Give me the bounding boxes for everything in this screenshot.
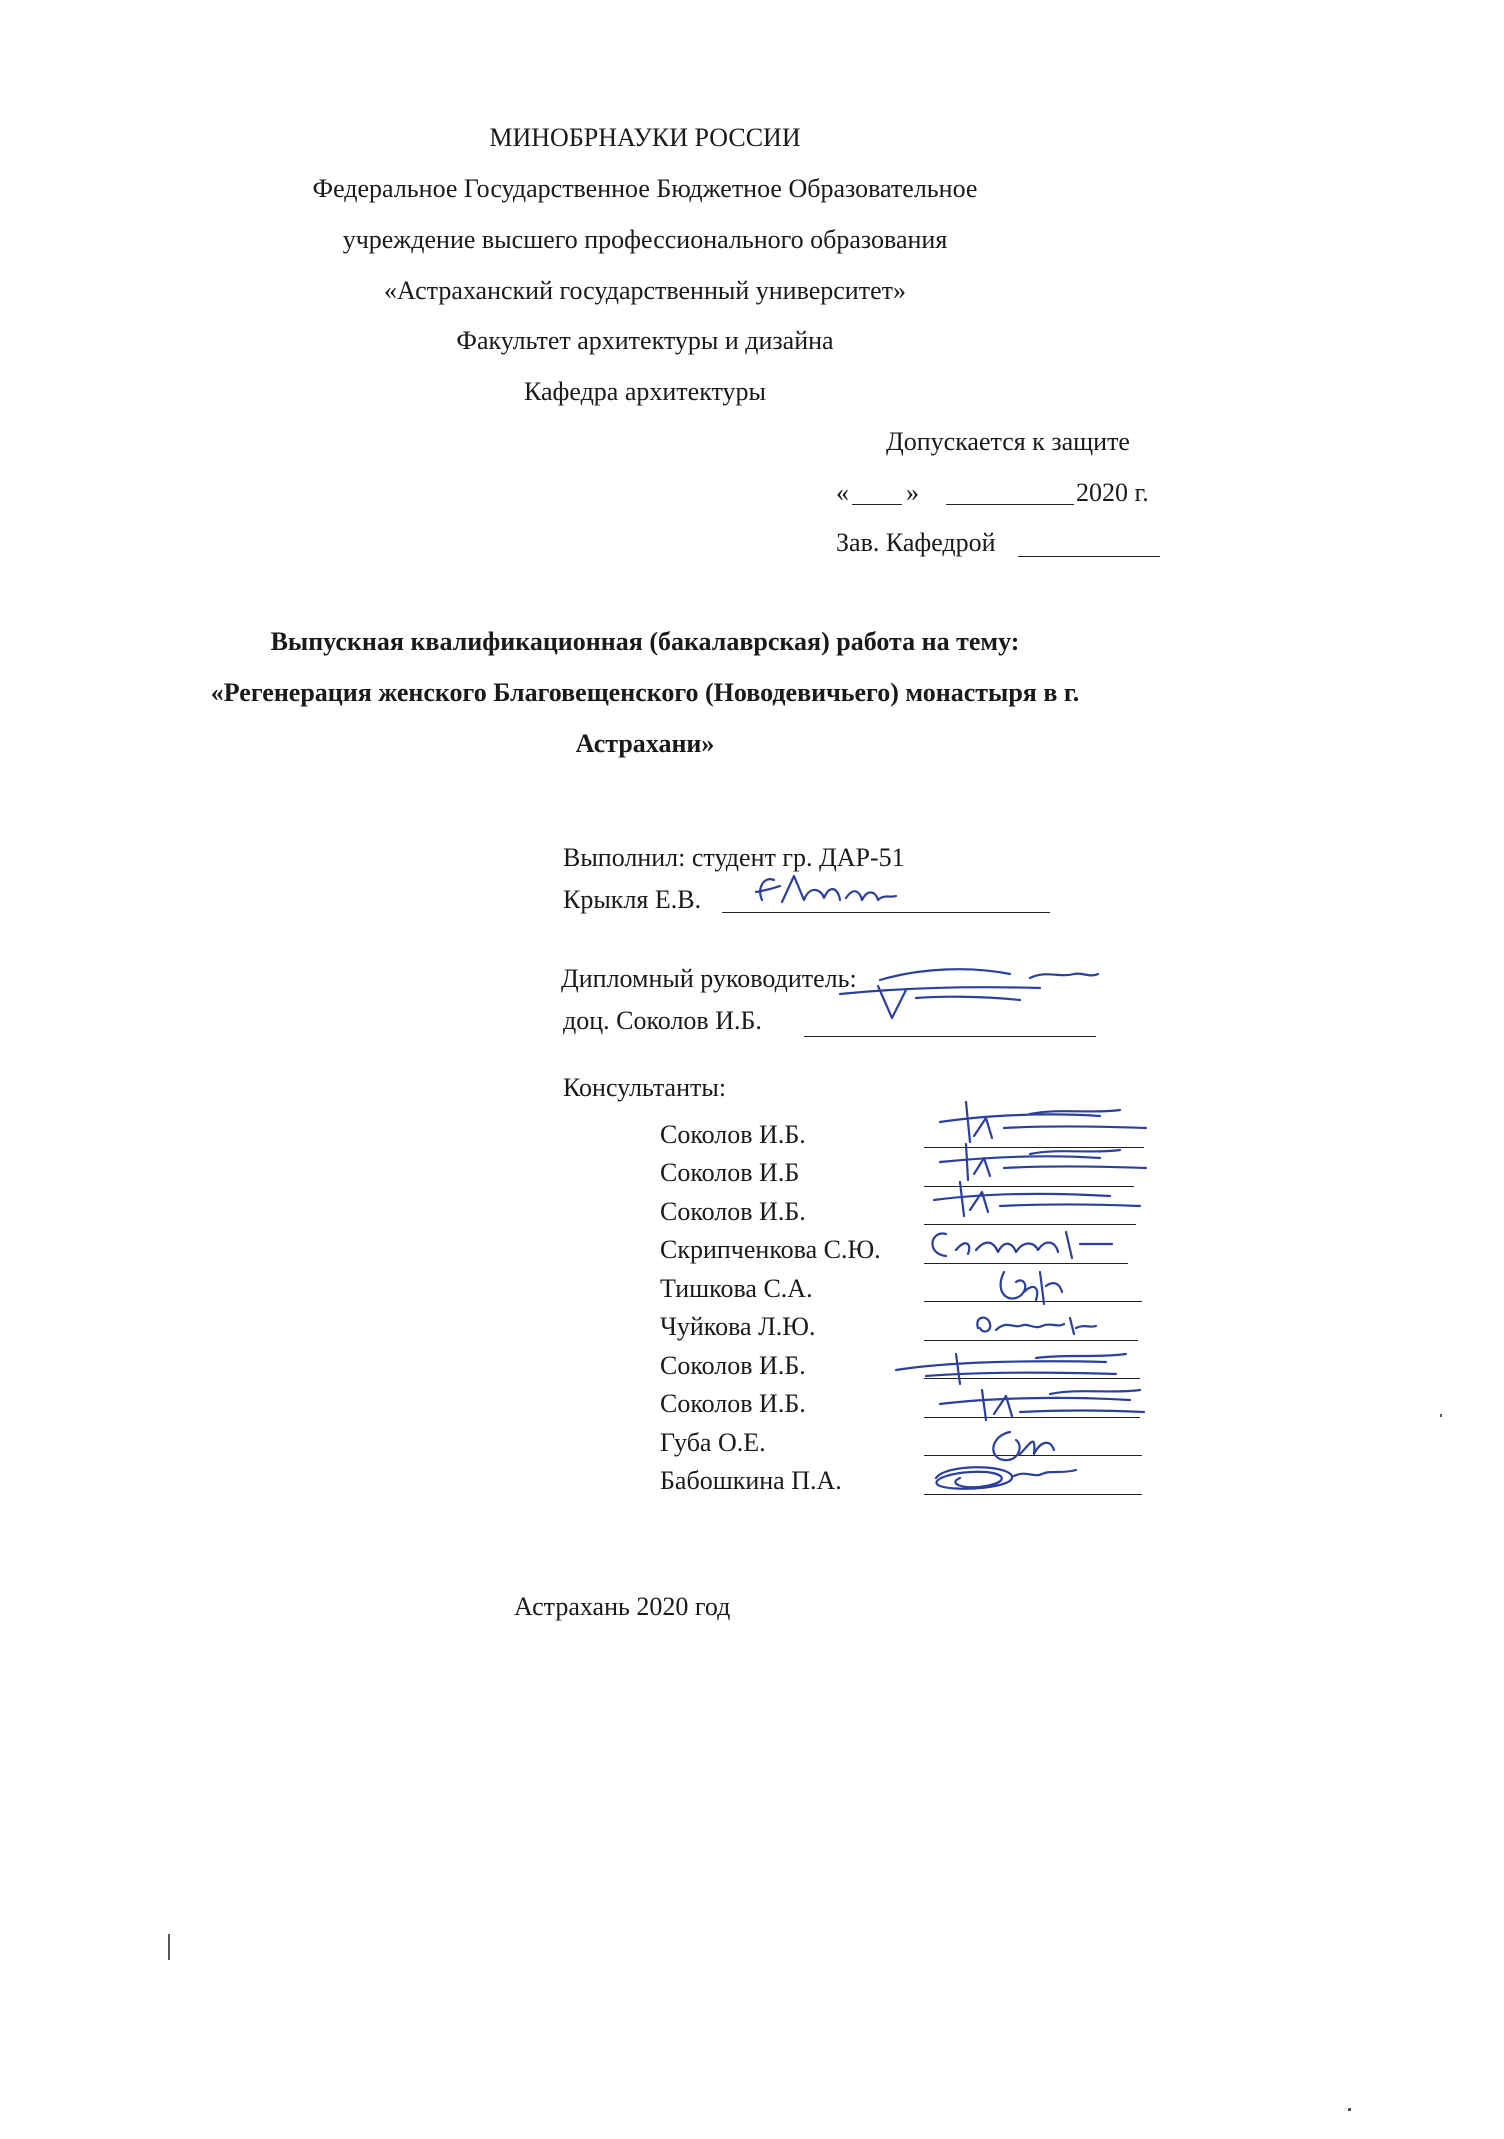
date-quote-open: « [836, 478, 849, 507]
author-name: Крыкля Е.В. [563, 885, 702, 914]
consultants-label: Консультанты: [563, 1073, 727, 1102]
consultant-name: Соколов И.Б. [660, 1120, 806, 1149]
scan-mark [1440, 1414, 1442, 1417]
consultant-signature [916, 1220, 1136, 1266]
supervisor-signature-line [804, 1036, 1096, 1037]
institution-line-2: учреждение высшего профессионального образования [342, 225, 948, 254]
thesis-title-line-1: Выпускная квалификационная (бакалаврская) работа на тему: [270, 627, 1020, 656]
consultant-name: Тишкова С.А. [660, 1274, 813, 1303]
institution-line-1: Федеральное Государственное Бюджетное Образовательное [312, 174, 978, 203]
admitted-to-defense: Допускается к защите [886, 427, 1130, 456]
consultant-name: Скрипченкова С.Ю. [660, 1235, 881, 1264]
day-blank-line [852, 504, 902, 505]
head-signature-line [1018, 556, 1160, 557]
ministry-name: МИНОБРНАУКИ РОССИИ [489, 123, 801, 152]
university-name: «Астраханский государственный университет» [384, 276, 906, 305]
supervisor-label: Дипломный руководитель: [561, 964, 857, 993]
supervisor-signature [820, 960, 1110, 1030]
consultant-signature [970, 1306, 1100, 1342]
thesis-title-line-3: Астрахани» [575, 729, 715, 758]
city-year: Астрахань 2020 год [514, 1592, 731, 1621]
scan-mark [1348, 2108, 1351, 2111]
consultant-name: Соколов И.Б. [660, 1197, 806, 1226]
faculty-name: Факультет архитектуры и дизайна [456, 326, 834, 355]
thesis-title-line-2: «Регенерация женского Благовещенского (Новодевичьего) монастыря в г. [210, 678, 1080, 707]
author-signature [750, 870, 900, 915]
consultant-name: Бабошкина П.А. [660, 1466, 842, 1495]
scan-mark [168, 1934, 170, 1960]
department-name: Кафедра архитектуры [524, 377, 766, 406]
consultant-signature [990, 1262, 1070, 1310]
consultant-name: Чуйкова Л.Ю. [660, 1312, 816, 1341]
consultant-name: Соколов И.Б [660, 1158, 800, 1187]
supervisor-name: доц. Соколов И.Б. [563, 1006, 762, 1035]
consultant-name: Губа О.Е. [660, 1428, 766, 1457]
consultant-name: Соколов И.Б. [660, 1389, 806, 1418]
approval-year: 2020 г. [1076, 478, 1149, 507]
performed-by: Выполнил: студент гр. ДАР-51 [563, 843, 905, 872]
consultant-name: Соколов И.Б. [660, 1351, 806, 1380]
month-blank-line [946, 504, 1074, 505]
head-of-department: Зав. Кафедрой [836, 528, 996, 557]
consultant-signature [916, 1456, 1096, 1502]
date-quote-close: » [906, 478, 919, 507]
